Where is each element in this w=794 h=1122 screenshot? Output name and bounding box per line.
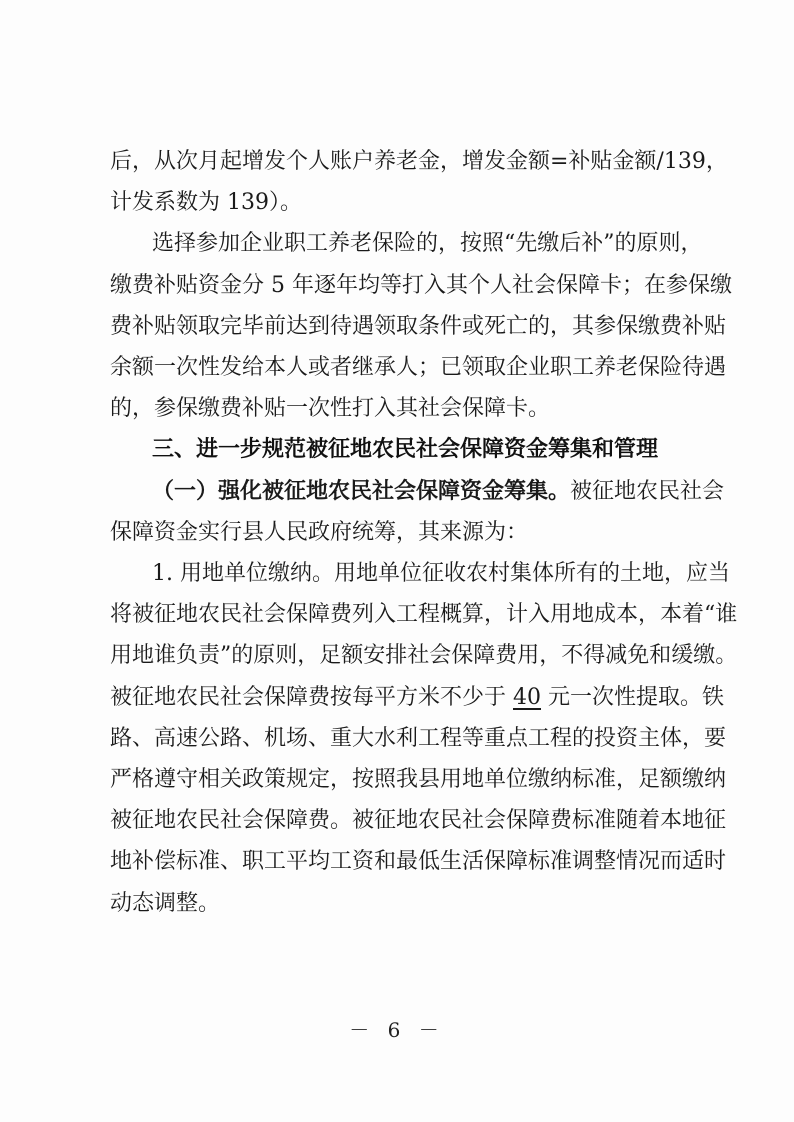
body-text-line: 缴费补贴资金分 5 年逐年均等打入其个人社会保障卡；在参保缴 [110, 272, 732, 298]
body-text-line: 1. 用地单位缴纳。用地单位征收农村集体所有的土地，应当 [152, 561, 730, 586]
subsection-line [152, 472, 725, 512]
body-text-line: 用地谁负责”的原则，足额安排社会保障费用，不得减免和缓缴。 [110, 643, 738, 669]
body-text-line: 保障资金实行县人民政府统筹，其来源为： [110, 519, 529, 545]
subsection-title: （一）强化被征地农民社会保障资金筹集。 [152, 478, 571, 504]
body-text-line: 的，参保缴费补贴一次性打入其社会保障卡。 [110, 396, 551, 422]
body-text-line: 路、高速公路、机场、重大水利工程等重点工程的投资主体，要 [110, 725, 727, 751]
page-number: － 6 － [349, 1018, 445, 1042]
body-text-line: 后，从次月起增发个人账户养老金，增发金额=补贴金额/139， [110, 149, 728, 174]
body-text-line: 费补贴领取完毕前达到待遇领取条件或死亡的，其参保缴费补贴 [110, 313, 727, 339]
subsection-text: 被征地农民社会 [570, 478, 725, 504]
body-text-line: 地补偿标准、职工平均工资和最低生活保障标准调整情况而适时 [110, 849, 727, 875]
body-text-line: 动态调整。 [110, 890, 221, 916]
fee-amount: 40 [513, 684, 541, 710]
body-text-line [110, 678, 724, 718]
body-text-line: 余额一次性发给本人或者继承人；已领取企业职工养老保险待遇 [110, 355, 727, 380]
body-text-line: 选择参加企业职工养老保险的，按照“先缴后补”的原则， [152, 231, 703, 257]
body-text-line: 被征地农民社会保障费。被征地农民社会保障费标准随着本地征 [110, 808, 727, 834]
fee-text-after: 元一次性提取。铁 [541, 684, 724, 710]
body-text-line: 严格遵守相关政策规定，按照我县用地单位缴纳标准，足额缴纳 [110, 767, 727, 792]
body-text-line: 将被征地农民社会保障费列入工程概算，计入用地成本，本着“谁 [110, 602, 738, 628]
fee-text-before: 被征地农民社会保障费按每平方米不少于 [110, 684, 513, 710]
section-heading: 三、进一步规范被征地农民社会保障资金筹集和管理 [152, 437, 659, 463]
body-text-line: 计发系数为 139）。 [110, 190, 302, 216]
